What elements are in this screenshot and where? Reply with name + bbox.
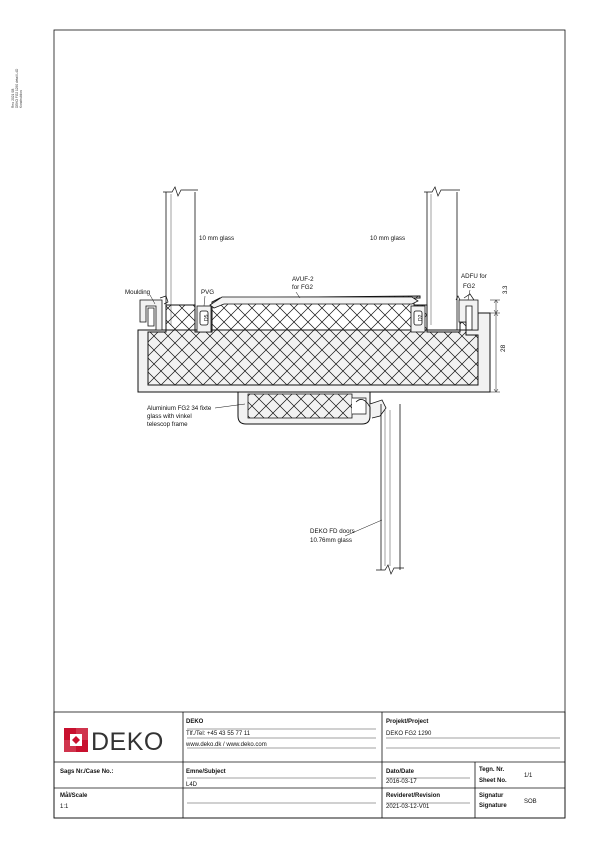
dimension-large: 28 <box>500 344 507 352</box>
label-aluminium-line-3: telescop frame <box>147 421 188 428</box>
label-glass-left: 10 mm glass <box>199 235 235 242</box>
label-door-line-1: DEKO FD doors <box>310 528 355 535</box>
label-aluminium-line-1: Aluminium FG2 34 fixte <box>147 405 212 412</box>
side-note-line-2: DEKO FG2 1290 detail L4D <box>15 68 19 108</box>
deko-logo-text: DEKO <box>91 728 164 756</box>
sheet-value: 1/1 <box>524 773 533 779</box>
label-pvg: PVG <box>201 289 215 296</box>
date-value: 2016-03-17 <box>386 779 417 785</box>
company-phone: Tlf./Tel: +45 43 55 77 11 <box>186 731 251 737</box>
date-label: Dato/Date <box>386 769 415 775</box>
side-note-line-3: Konstruktion <box>19 90 23 108</box>
project-label: Projekt/Project <box>386 719 429 725</box>
label-moulding: Moulding <box>125 289 151 296</box>
sheet-label: Sheet No. <box>479 778 507 784</box>
deko-logo-mark <box>64 728 88 752</box>
signature-label-1: Signatur <box>479 793 504 799</box>
subject-label: Emne/Subject <box>186 769 226 775</box>
label-door-line-2: 10.76mm glass <box>310 537 352 544</box>
label-gasket-left: D5 <box>204 314 210 321</box>
label-avuf-line-1: AVUF-2 <box>292 276 314 283</box>
revision-label: Revideret/Revision <box>386 793 441 799</box>
signature-label-2: Signature <box>479 803 507 809</box>
section-drawing <box>138 187 500 574</box>
label-avuf-line-2: for FG2 <box>292 284 313 291</box>
case-label: Sags Nr./Case No.: <box>60 769 114 775</box>
company-name: DEKO <box>186 719 204 725</box>
project-value: DEKO FG2 1290 <box>386 731 432 737</box>
glass-pane-right <box>424 187 460 330</box>
label-adfu-line-2: FG2 <box>463 283 476 290</box>
dimension-lines <box>490 300 500 392</box>
label-adfu-line-1: ADFU for <box>461 273 487 280</box>
signature-value: SOB <box>524 799 537 805</box>
revision-value: 2021-03-12-V01 <box>386 804 430 810</box>
scale-value: 1:1 <box>60 804 69 810</box>
telescop-frame <box>238 392 386 424</box>
side-note-line-1: Rev. 2021 SB <box>11 88 15 108</box>
moulding-left <box>140 296 168 330</box>
side-note <box>11 68 23 108</box>
company-web: www.deko.dk / www.deko.com <box>186 742 267 748</box>
deko-logo <box>64 728 164 756</box>
door-glass <box>376 404 404 574</box>
subject-value: L4D <box>186 782 198 788</box>
label-aluminium-line-2: glass with vinkel <box>147 413 192 420</box>
drawing-no-label: Tegn. Nr. <box>479 767 505 773</box>
adfu-moulding-right <box>456 294 478 330</box>
scale-label: Mål/Scale <box>60 793 88 799</box>
label-glass-right: 10 mm glass <box>370 235 406 242</box>
dimension-small: 3.3 <box>503 285 509 294</box>
label-gasket-right: D2 <box>418 314 424 321</box>
